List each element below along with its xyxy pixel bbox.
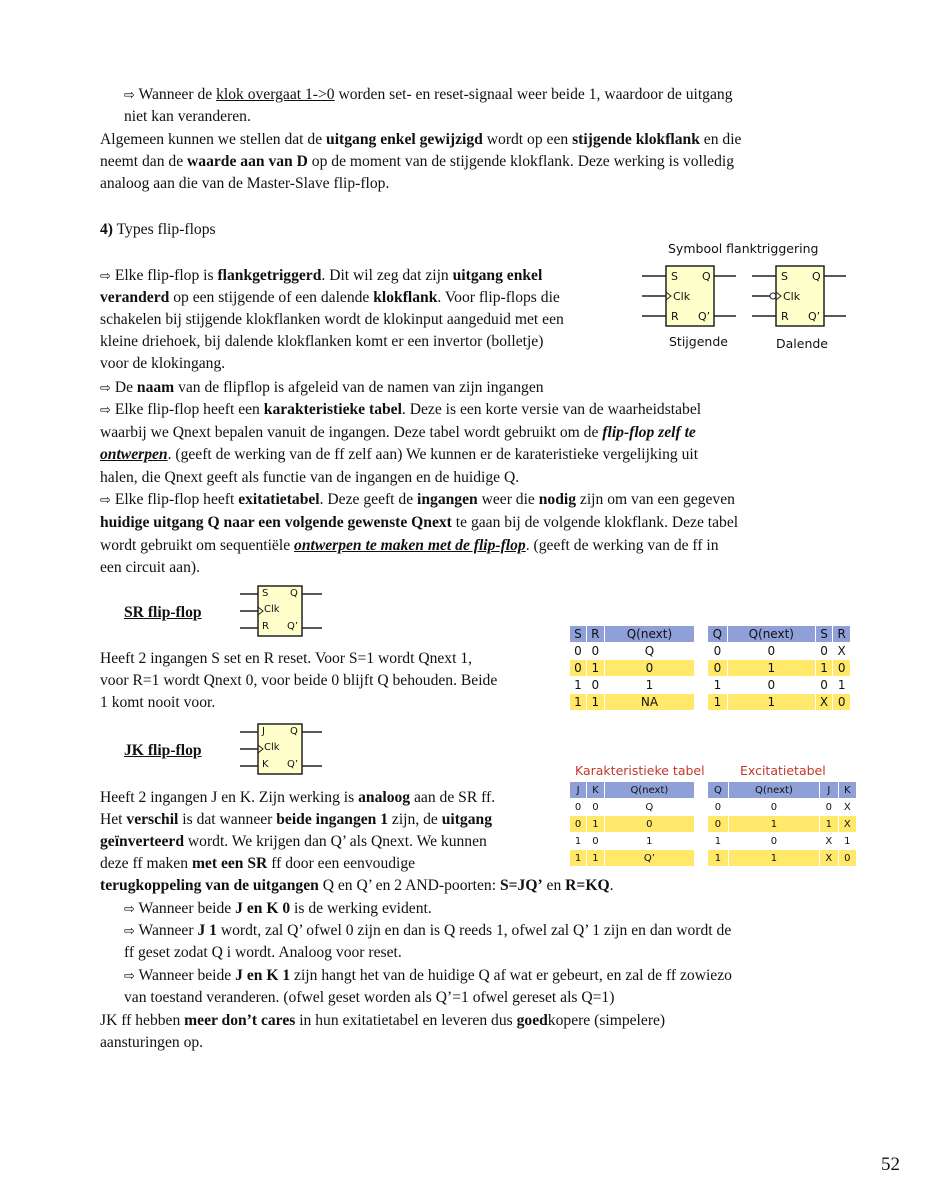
para-3-line-1: ⇨ Elke flip-flop heeft een karakteristieke tabel. Deze is een korte versie van de waarheidstabel xyxy=(100,401,702,418)
table-cell: Q’ xyxy=(604,850,694,867)
table-cell: 0 xyxy=(708,643,728,660)
table-row xyxy=(708,694,851,711)
arrow-right-icon: ⇨ xyxy=(100,403,111,418)
table-cell: 0 xyxy=(727,643,815,660)
sr-text-3: 1 komt nooit voor. xyxy=(100,694,216,711)
table-cell: 1 xyxy=(708,694,728,711)
table-row xyxy=(708,677,851,694)
table-header-cell: Q(next) xyxy=(728,782,819,799)
table-cell: 1 xyxy=(586,660,604,677)
arrow-right-icon: ⇨ xyxy=(100,269,111,284)
table-cell: 0 xyxy=(708,660,728,677)
sr-text-2: voor R=1 wordt Qnext 0, voor beide 0 blijft Q behouden. Beide xyxy=(100,672,498,689)
table-row xyxy=(570,816,695,833)
left-q-label: Q xyxy=(702,270,711,283)
sr-excitation-table xyxy=(707,625,851,711)
table-header-cell: Q xyxy=(708,626,728,643)
jk-j-label: J xyxy=(262,726,265,737)
para-4-line-2: huidige uitgang Q naar een volgende gewenste Qnext te gaan bij de volgende klokflank. Deze tabel xyxy=(100,514,739,531)
table-cell: X xyxy=(820,833,838,850)
ending-line-1: JK ff hebben meer don’t cares in hun exitatietabel en leveren dus goedkopere (simpelere) xyxy=(100,1012,666,1029)
table-cell: 0 xyxy=(708,816,729,833)
jk-text-3: geïnverteerd wordt. We krijgen dan Q’ als Qnext. We kunnen xyxy=(100,833,487,850)
table-cell: 1 xyxy=(604,833,694,850)
table-cell: 1 xyxy=(587,816,605,833)
para-1-line-5: voor de klokingang. xyxy=(100,355,226,372)
case-1: ⇨ Wanneer beide J en K 0 is de werking evident. xyxy=(124,900,432,917)
para-1-line-2: veranderd op een stijgende of een dalende klokflank. Voor flip-flops die xyxy=(100,289,560,306)
para-1-line-3: schakelen bij stijgende klokflanken wordt de klokinput aangeduid met een xyxy=(100,311,564,328)
table-row xyxy=(708,643,851,660)
right-r-label: R xyxy=(781,310,789,323)
table-cell: NA xyxy=(604,694,694,711)
para-4-line-1: ⇨ Elke flip-flop heeft exitatietabel. Deze geeft de ingangen weer die nodig zijn om van een gegeven xyxy=(100,491,735,508)
sr-qn-label: Q’ xyxy=(287,621,299,632)
para-2-line-1: ⇨ De naam van de flipflop is afgeleid van de namen van zijn ingangen xyxy=(100,379,544,396)
table-cell: 1 xyxy=(727,660,815,677)
table-cell: X xyxy=(820,850,838,867)
table-header-cell: J xyxy=(820,782,838,799)
jk-text-4: deze ff maken met een SR ff door een eenvoudige xyxy=(100,855,416,872)
para-1-line-4: kleine driehoek, bij dalende klokflanken komt er een invertor (bolletje) xyxy=(100,333,544,350)
sr-clk-label: Clk xyxy=(264,604,280,615)
table-cell: 0 xyxy=(838,850,856,867)
jk-qn-label: Q’ xyxy=(287,759,299,770)
table-cell: 1 xyxy=(708,833,729,850)
case-2-line-2: ff geset zodat Q i wordt. Analoog voor reset. xyxy=(124,944,402,961)
table-row xyxy=(570,677,695,694)
sr-characteristic-table xyxy=(569,625,695,711)
arrow-right-icon: ⇨ xyxy=(124,88,135,103)
case-3-line-1: ⇨ Wanneer beide J en K 1 zijn hangt het van de huidige Q af wat er gebeurt, en zal de ff zowiezo xyxy=(124,967,732,984)
section-heading: 4) Types flip-flops xyxy=(100,221,216,238)
table-row xyxy=(570,660,695,677)
table-header-cell: Q(next) xyxy=(604,626,694,643)
table-cell: 0 xyxy=(728,833,819,850)
table-cell: 1 xyxy=(570,850,587,867)
sr-title: SR flip-flop xyxy=(124,604,202,621)
table-cell: X xyxy=(815,694,833,711)
table-cell: 1 xyxy=(728,850,819,867)
para-3-line-3: ontwerpen. (geeft de werking van de ff zelf aan) We kunnen er de karateristieke vergelijking uit xyxy=(100,446,699,463)
table-cell: 0 xyxy=(833,694,851,711)
para-3-line-2: waarbij we Qnext bepalen vanuit de ingangen. Deze tabel wordt gebruikt om de flip-flop zelf te xyxy=(100,424,696,441)
table-cell: 0 xyxy=(586,677,604,694)
table-header-cell: S xyxy=(570,626,587,643)
jk-text-1: Heeft 2 ingangen J en K. Zijn werking is analoog aan de SR ff. xyxy=(100,789,496,806)
table-header-row xyxy=(570,626,695,643)
table-cell: 0 xyxy=(815,677,833,694)
table-header-cell: K xyxy=(587,782,605,799)
line-1: ⇨ Wanneer de klok overgaat 1->0 worden set- en reset-signaal weer beide 1, waardoor de uitgang xyxy=(124,86,733,103)
table-cell: 1 xyxy=(586,694,604,711)
para-3-line-4: halen, die Qnext geeft als functie van de ingangen en de huidige Q. xyxy=(100,469,520,486)
jk-title: JK flip-flop xyxy=(124,742,202,759)
table-cell: 0 xyxy=(570,816,587,833)
line-5: analoog aan die van de Master-Slave flip-flop. xyxy=(100,175,390,192)
sr-text-1: Heeft 2 ingangen S set en R reset. Voor S=1 wordt Qnext 1, xyxy=(100,650,473,667)
arrow-right-icon: ⇨ xyxy=(124,924,135,939)
table-cell: 1 xyxy=(708,850,729,867)
table-cell: 1 xyxy=(570,694,587,711)
line-3: Algemeen kunnen we stellen dat de uitgang enkel gewijzigd wordt op een stijgende klokflank en die xyxy=(100,131,742,148)
arrow-right-icon: ⇨ xyxy=(124,969,135,984)
jk-symbol-diagram xyxy=(238,722,324,776)
table-cell: 0 xyxy=(727,677,815,694)
jk-char-caption: Karakteristieke tabel xyxy=(575,763,705,778)
table-cell: X xyxy=(838,799,856,816)
para-4-line-4: een circuit aan). xyxy=(100,559,200,576)
table-cell: X xyxy=(833,643,851,660)
table-cell: 0 xyxy=(820,799,838,816)
table-header-cell: R xyxy=(833,626,851,643)
left-clk-label: Clk xyxy=(673,290,691,303)
table-cell: 1 xyxy=(570,677,587,694)
table-header-cell: J xyxy=(570,782,587,799)
right-s-label: S xyxy=(781,270,788,283)
table-cell: 0 xyxy=(604,660,694,677)
table-header-cell: Q xyxy=(708,782,729,799)
jk-text-2: Het verschil is dat wanneer beide ingangen 1 zijn, de uitgang xyxy=(100,811,492,828)
case-2-line-1: ⇨ Wanneer J 1 wordt, zal Q’ ofwel 0 zijn en dan is Q reeds 1, ofwel zal Q’ 1 zijn en dan wordt de xyxy=(124,922,732,939)
left-s-label: S xyxy=(671,270,678,283)
para-1-line-1: ⇨ Elke flip-flop is flankgetriggerd. Dit wil zeg dat zijn uitgang enkel xyxy=(100,267,543,284)
left-r-label: R xyxy=(671,310,679,323)
table-row xyxy=(570,643,695,660)
table-header-cell: Q(next) xyxy=(727,626,815,643)
jk-q-label: Q xyxy=(290,726,298,737)
para-4-line-3: wordt gebruikt om sequentiële ontwerpen te maken met de flip-flop. (geeft de werking van de ff in xyxy=(100,537,719,554)
table-row xyxy=(570,799,695,816)
table-row xyxy=(570,694,695,711)
table-cell: 1 xyxy=(820,816,838,833)
table-header-cell: R xyxy=(586,626,604,643)
dalende-label: Dalende xyxy=(776,336,828,351)
table-cell: Q xyxy=(604,643,694,660)
table-row xyxy=(708,660,851,677)
sr-r-label: R xyxy=(262,621,269,632)
table-cell: X xyxy=(838,816,856,833)
line-2: niet kan veranderen. xyxy=(124,108,251,125)
sr-symbol-diagram xyxy=(238,584,324,638)
arrow-right-icon: ⇨ xyxy=(100,493,111,508)
jk-text-5: terugkoppeling van de uitgangen Q en Q’ en 2 AND-poorten: S=JQ’ en R=KQ. xyxy=(100,877,614,894)
table-header-row xyxy=(570,782,695,799)
jk-characteristic-table xyxy=(569,781,695,867)
table-cell: 0 xyxy=(815,643,833,660)
symbol-caption: Symbool flanktriggering xyxy=(668,241,819,256)
table-cell: 0 xyxy=(833,660,851,677)
right-qn-label: Q’ xyxy=(808,310,821,323)
right-clk-label: Clk xyxy=(783,290,801,303)
table-header-cell: Q(next) xyxy=(604,782,694,799)
table-cell: 0 xyxy=(586,643,604,660)
page-number: 52 xyxy=(881,1154,900,1175)
table-header-cell: K xyxy=(838,782,856,799)
table-cell: 1 xyxy=(728,816,819,833)
table-cell: 0 xyxy=(587,833,605,850)
table-header-row xyxy=(708,626,851,643)
table-cell: 1 xyxy=(587,850,605,867)
ending-line-2: aansturingen op. xyxy=(100,1034,204,1051)
table-row xyxy=(570,850,695,867)
stijgende-label: Stijgende xyxy=(669,334,728,349)
jk-clk-label: Clk xyxy=(264,742,280,753)
table-cell: 1 xyxy=(570,833,587,850)
case-3-line-2: van toestand veranderen. (ofwel geset worden als Q’=1 ofwel gereset als Q=1) xyxy=(124,989,615,1006)
table-row xyxy=(708,850,857,867)
table-header-row xyxy=(708,782,857,799)
table-cell: 0 xyxy=(570,660,587,677)
left-qn-label: Q’ xyxy=(698,310,711,323)
table-cell: 0 xyxy=(570,799,587,816)
table-cell: 0 xyxy=(570,643,587,660)
table-row xyxy=(708,799,857,816)
table-header-cell: S xyxy=(815,626,833,643)
table-cell: 1 xyxy=(838,833,856,850)
table-cell: 1 xyxy=(815,660,833,677)
jk-exc-caption: Excitatietabel xyxy=(740,763,826,778)
table-cell: 1 xyxy=(708,677,728,694)
sr-s-label: S xyxy=(262,588,269,599)
jk-k-label: K xyxy=(262,759,269,770)
table-cell: 0 xyxy=(587,799,605,816)
table-cell: 0 xyxy=(728,799,819,816)
table-cell: 1 xyxy=(727,694,815,711)
table-cell: 1 xyxy=(833,677,851,694)
jk-excitation-table xyxy=(707,781,857,867)
sr-q-label: Q xyxy=(290,588,298,599)
arrow-right-icon: ⇨ xyxy=(100,381,111,396)
table-cell: 0 xyxy=(708,799,729,816)
table-cell: 1 xyxy=(604,677,694,694)
arrow-right-icon: ⇨ xyxy=(124,902,135,917)
table-row xyxy=(708,833,857,850)
right-q-label: Q xyxy=(812,270,821,283)
table-cell: Q xyxy=(604,799,694,816)
line-4: neemt dan de waarde aan van D op de moment van de stijgende klokflank. Deze werking is volledig xyxy=(100,153,735,170)
table-row xyxy=(570,833,695,850)
table-cell: 0 xyxy=(604,816,694,833)
table-row xyxy=(708,816,857,833)
